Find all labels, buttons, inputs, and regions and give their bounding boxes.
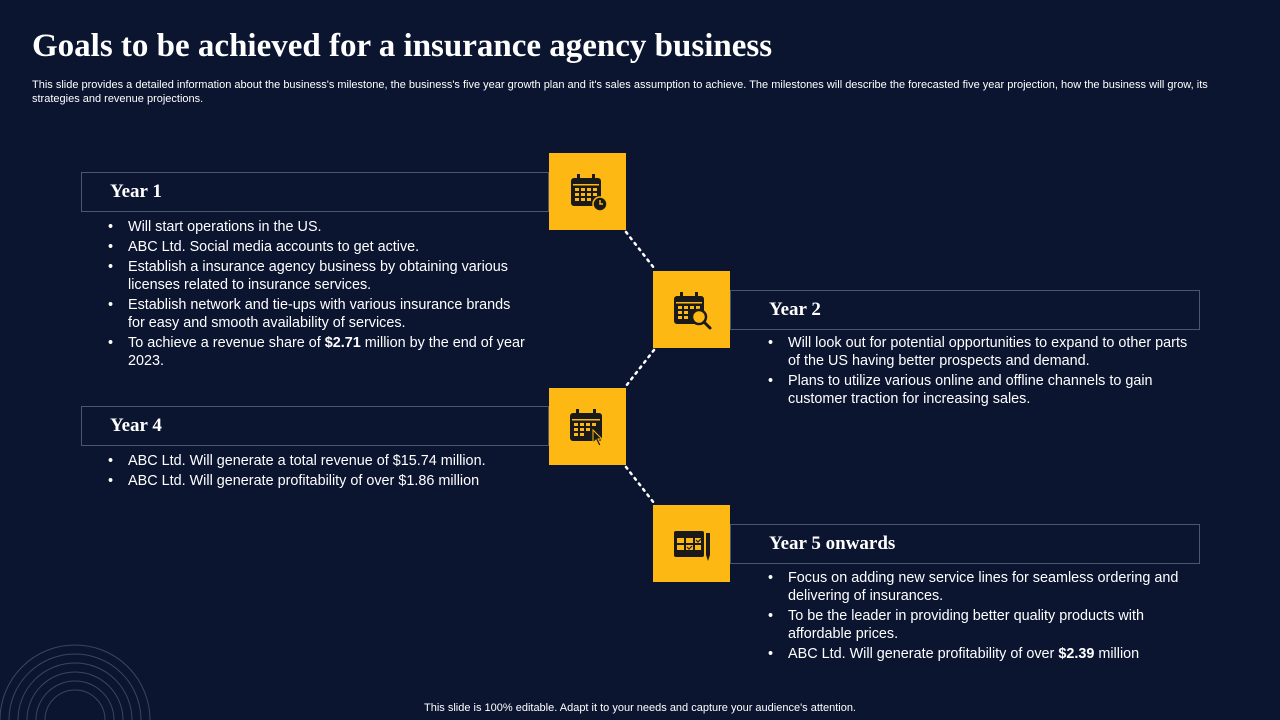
footer-note: This slide is 100% editable. Adapt it to your needs and capture your audience's attention.	[424, 702, 856, 714]
schedule-pencil-icon	[671, 523, 713, 565]
list-item: • To achieve a revenue share of $2.71 million by the end of year 2023.	[108, 334, 528, 370]
calendar-clock-icon	[567, 171, 609, 213]
list-item: • Will look out for potential opportunities to expand to other parts of the US having better prospects and demand.	[768, 334, 1188, 370]
milestone-label: Year 1	[110, 181, 162, 202]
calendar-pointer-icon	[567, 406, 609, 448]
milestone-icon-box-year-4	[549, 388, 626, 465]
list-item: • Focus on adding new service lines for seamless ordering and delivering of insurances.	[768, 569, 1188, 605]
list-item: • Will start operations in the US.	[108, 218, 528, 236]
milestone-icon-box-year-1	[549, 153, 626, 230]
milestone-label: Year 4	[110, 415, 162, 436]
milestone-bullets-year-5	[768, 569, 1188, 665]
calendar-search-icon	[671, 289, 713, 331]
milestone-bullets-year-1	[108, 218, 528, 372]
milestone-icon-box-year-2	[653, 271, 730, 348]
list-item: • ABC Ltd. Will generate a total revenue of $15.74 million.	[108, 452, 538, 470]
list-item: • ABC Ltd. Social media accounts to get active.	[108, 238, 528, 256]
page-subtitle: This slide provides a detailed information about the business's milestone, the business's five year growth plan and it's sales assumption to achieve. The milestones will describe the forecasted five year projection, how the business will grow, its strategies and revenue projections.	[32, 79, 1208, 105]
list-item: • ABC Ltd. Will generate profitability of over $2.39 million	[768, 645, 1188, 663]
milestone-label: Year 2	[769, 299, 821, 320]
list-item: • Plans to utilize various online and offline channels to gain customer traction for increasing sales.	[768, 372, 1188, 408]
list-item: • To be the leader in providing better quality products with affordable prices.	[768, 607, 1188, 643]
milestone-header-year-1	[81, 172, 549, 212]
milestone-header-year-5	[730, 524, 1200, 564]
milestone-bullets-year-2	[768, 334, 1188, 410]
list-item: • Establish a insurance agency business by obtaining various licenses related to insurance services.	[108, 258, 528, 294]
list-item: • ABC Ltd. Will generate profitability of over $1.86 million	[108, 472, 538, 490]
milestone-label: Year 5 onwards	[769, 533, 896, 554]
page-title: Goals to be achieved for a insurance agency business	[32, 28, 773, 64]
milestone-bullets-year-4	[108, 452, 538, 492]
milestone-icon-box-year-5	[653, 505, 730, 582]
list-item: • Establish network and tie-ups with various insurance brands for easy and smooth availability of services.	[108, 296, 528, 332]
milestone-header-year-2	[730, 290, 1200, 330]
milestone-header-year-4	[81, 406, 549, 446]
